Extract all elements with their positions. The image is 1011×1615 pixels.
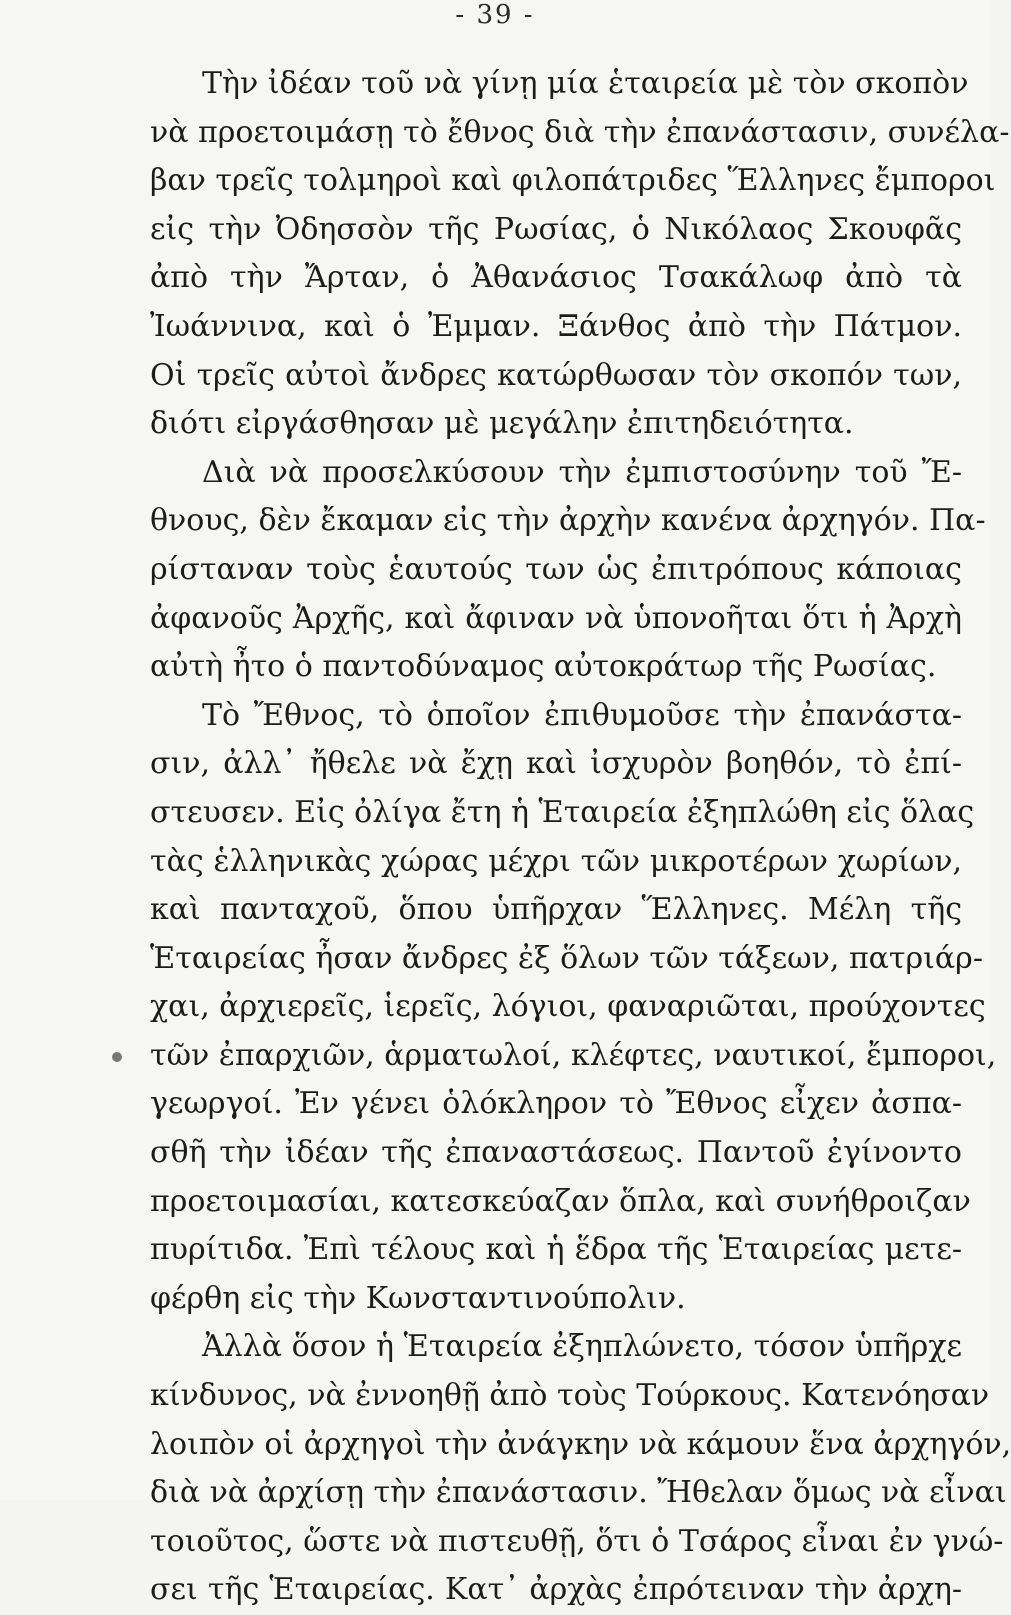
- text-line: τὰς ἑλληνικὰς χώρας μέχρι τῶν μικροτέρων χωρίων,: [150, 843, 962, 879]
- text-line: Οἱ τρεῖς αὐτοὶ ἄνδρες κατώρθωσαν τὸν σκοπόν των,: [150, 357, 962, 393]
- text-line: Τὸ Ἔθνος, τὸ ὁποῖον ἐπιθυμοῦσε τὴν ἐπανάστα-: [202, 697, 962, 733]
- text-line: γεωργοί. Ἐν γένει ὁλόκληρον τὸ Ἔθνος εἶχεν ἀσπα-: [150, 1086, 962, 1122]
- text-line: τῶν ἐπαρχιῶν, ἁρματωλοί, κλέφτες, ναυτικοί, ἔμποροι,: [150, 1037, 997, 1073]
- text-line: φέρθη εἰς τὴν Κωνσταντινούπολιν.: [150, 1280, 686, 1316]
- text-line: σιν, ἀλλ᾽ ἤθελε νὰ ἔχῃ καὶ ἰσχυρὸν βοηθόν, τὸ ἐπί-: [150, 746, 962, 782]
- text-line: σει τῆς Ἑταιρείας. Κατ᾽ ἀρχὰς ἐπρότειναν τὴν ἀρχη-: [150, 1572, 962, 1608]
- text-line: διότι εἰργάσθησαν μὲ μεγάλην ἐπιτηδειότητα.: [150, 406, 854, 442]
- text-line: ἀφανοῦς Ἀρχῆς, καὶ ἄφιναν νὰ ὑπονοῆται ὅτι ἡ Ἀρχὴ: [150, 600, 962, 636]
- text-line: βαν τρεῖς τολμηροὶ καὶ φιλοπάτριδες Ἕλληνες ἔμποροι: [150, 163, 996, 199]
- body-text: [150, 60, 1011, 1615]
- text-line: στευσεν. Εἰς ὀλίγα ἔτη ἡ Ἑταιρεία ἐξηπλώθη εἰς ὅλας: [150, 794, 975, 830]
- text-line: θνους, δὲν ἔκαμαν εἰς τὴν ἀρχὴν κανένα ἀρχηγόν. Πα-: [150, 503, 986, 539]
- text-line: κίνδυνος, νὰ ἐννοηθῇ ἀπὸ τοὺς Τούρκους. Κατενόησαν: [150, 1378, 990, 1414]
- text-line: λοιπὸν οἱ ἀρχηγοὶ τὴν ἀνάγκην νὰ κάμουν ἕνα ἀρχηγόν,: [150, 1426, 1011, 1462]
- text-line: Ἀλλὰ ὅσον ἡ Ἑταιρεία ἐξηπλώνετο, τόσον ὑπῆρχε: [202, 1329, 962, 1365]
- text-line: νὰ προετοιμάσῃ τὸ ἔθνος διὰ τὴν ἐπανάστασιν, συνέλα-: [150, 114, 1010, 150]
- page-number: - 39 -: [455, 0, 535, 30]
- text-line: διὰ νὰ ἀρχίσῃ τὴν ἐπανάστασιν. Ἤθελαν ὅμως νὰ εἶναι: [150, 1475, 1007, 1511]
- text-line: πυρίτιδα. Ἐπὶ τέλους καὶ ἡ ἕδρα τῆς Ἑταιρείας μετε-: [150, 1232, 962, 1268]
- text-line: χαι, ἀρχιερεῖς, ἱερεῖς, λόγιοι, φαναριῶται, προύχοντες: [150, 989, 986, 1025]
- text-line: προετοιμασίαι, κατεσκεύαζαν ὅπλα, καὶ συνήθροιζαν: [150, 1183, 971, 1219]
- text-line: Ἰωάννινα, καὶ ὁ Ἐμμαν. Ξάνθος ἀπὸ τὴν Πάτμον.: [150, 308, 962, 344]
- text-line: ρίσταναν τοὺς ἑαυτούς των ὡς ἐπιτρόπους κάποιας: [150, 551, 962, 587]
- text-line: ἀπὸ τὴν Ἄρταν, ὁ Ἀθανάσιος Τσακάλωφ ἀπὸ τὰ: [150, 260, 962, 296]
- text-line: καὶ πανταχοῦ, ὅπου ὑπῆρχαν Ἕλληνες. Μέλη τῆς: [150, 892, 962, 928]
- text-line: Τὴν ἰδέαν τοῦ νὰ γίνῃ μία ἑταιρεία μὲ τὸν σκοπὸν: [202, 66, 969, 101]
- text-line: αὐτὴ ἦτο ὁ παντοδύναμος αὐτοκράτωρ τῆς Ρωσίας.: [150, 649, 937, 685]
- text-line: σθῆ τὴν ἰδέαν τῆς ἐπαναστάσεως. Παντοῦ ἐγίνοντο: [150, 1135, 962, 1171]
- text-line: τοιοῦτος, ὥστε νὰ πιστευθῇ, ὅτι ὁ Τσάρος εἶναι ἐν γνώ-: [150, 1523, 1004, 1559]
- text-line: Διὰ νὰ προσελκύσουν τὴν ἐμπιστοσύνην τοῦ Ἔ-: [202, 454, 962, 490]
- text-line: Ἑταιρείας ἦσαν ἄνδρες ἐξ ὅλων τῶν τάξεων, πατριάρ-: [150, 940, 983, 976]
- margin-dot-mark: [112, 1052, 122, 1062]
- text-line: εἰς τὴν Ὀδησσὸν τῆς Ρωσίας, ὁ Νικόλαος Σκουφᾶς: [150, 211, 962, 247]
